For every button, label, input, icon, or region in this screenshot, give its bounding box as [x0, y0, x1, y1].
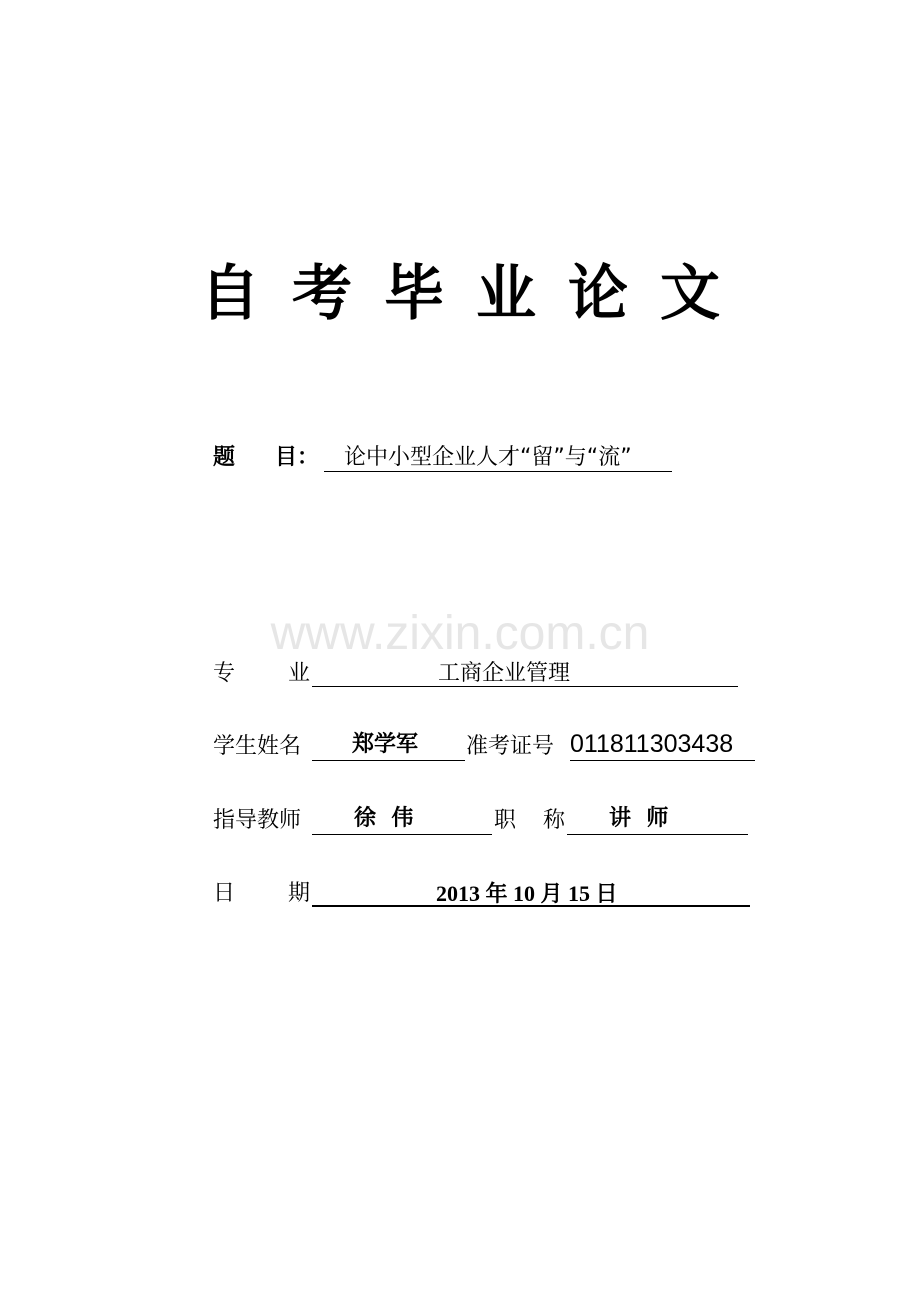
topic-underline: [324, 471, 672, 472]
major-underline: [312, 686, 738, 687]
topic-value: 论中小型企业人才“留”与“流”: [344, 445, 632, 470]
exam-id-underline: [570, 760, 755, 761]
date-value: 2013 年 10 月 15 日: [436, 881, 618, 906]
rank-value: 讲 师: [609, 806, 669, 831]
exam-id-label: 准考证号: [466, 734, 555, 759]
advisor-label: 指导教师: [213, 808, 302, 833]
rank-label-first: 职: [494, 808, 517, 833]
date-label-second: 期: [288, 881, 311, 906]
date-label-first: 日: [213, 881, 236, 906]
major-value: 工商企业管理: [438, 661, 571, 686]
major-label-second: 业: [288, 661, 311, 686]
advisor-underline: [312, 834, 492, 835]
watermark-text: www.zixin.com.cn: [270, 607, 650, 660]
major-label-first: 专: [213, 661, 236, 686]
topic-label-second: 目：: [275, 445, 320, 470]
exam-id-value: 011811303438: [570, 730, 734, 758]
topic-label-first: 题: [213, 445, 236, 470]
rank-underline: [567, 834, 748, 835]
document-title: 自考毕业论文: [200, 259, 752, 329]
student-name-value: 郑学军: [352, 732, 419, 757]
date-underline: [312, 905, 750, 907]
rank-label-second: 称: [543, 808, 566, 833]
advisor-value: 徐 伟: [354, 806, 414, 831]
student-name-underline: [312, 760, 465, 761]
student-name-label: 学生姓名: [213, 734, 302, 759]
